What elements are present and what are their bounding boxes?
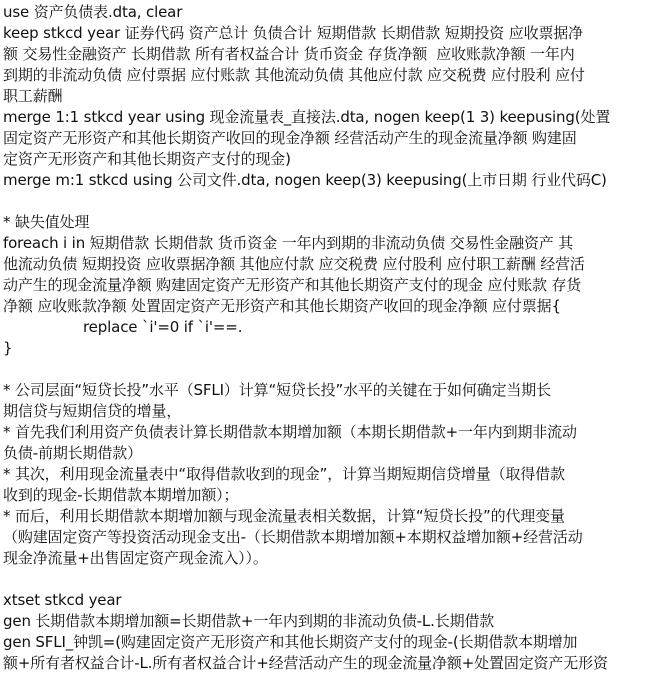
- code-editor[interactable]: [3, 0, 633, 672]
- code-line: merge m:1 stkcd using 公司文件.dta, nogen keep(3) keepusing(上市日期 行业代码C): [3, 171, 607, 189]
- code-line: [3, 359, 633, 380]
- code-line: keep stkcd year 证券代码 资产总计 负债合计 短期借款 长期借款 短期投资 应收票据净: [3, 24, 584, 42]
- code-line: 定资产无形资产和其他长期资产支付的现金): [3, 150, 291, 168]
- code-line: xtset stkcd year: [3, 591, 122, 609]
- code-line: * 公司层面“短贷长投”水平（SFLI）计算“短贷长投”水平的关键在于如何确定当期长: [3, 381, 551, 399]
- code-line: gen SFLI_钟凯=(购建固定资产无形资产和其他长期资产支付的现金-(长期借款本期增加: [3, 633, 578, 651]
- code-line: 额+所有者权益合计-L.所有者权益合计+经营活动产生的现金流量净额+处置固定资产无形资: [3, 654, 608, 672]
- code-line: [3, 569, 633, 590]
- code-line: }: [3, 339, 13, 357]
- code-line: 净额 应收账款净额 处置固定资产无形资产和其他长期资产收回的现金净额 应付票据{: [3, 297, 561, 315]
- code-line: 期信贷与短期信贷的增量，: [3, 402, 182, 420]
- scrollbar[interactable]: [638, 0, 652, 656]
- code-line: 动产生的现金流量净额 购建固定资产无形资产和其他长期资产支付的现金 应付账款 存货: [3, 276, 582, 294]
- code-line: [3, 191, 633, 212]
- code-line: 职工薪酬: [3, 87, 63, 105]
- code-line: （购建固定资产等投资活动现金支出-（长期借款本期增加额+本期权益增加额+经营活动: [3, 528, 583, 546]
- code-line: 他流动负债 短期投资 应收票据净额 其他应付款 应交税费 应付股利 应付职工薪酬 经营活: [3, 255, 585, 273]
- code-line: 现金净流量+出售固定资产现金流入））。: [3, 549, 268, 567]
- code-line: * 缺失值处理: [3, 213, 90, 231]
- code-line: use 资产负债表.dta, clear: [3, 3, 183, 21]
- code-line: 收到的现金-长期借款本期增加额）；: [3, 486, 239, 504]
- code-line: * 而后，利用长期借款本期增加额与现金流量表相关数据，计算“短贷长投”的代理变量: [3, 507, 565, 525]
- code-line: 额 交易性金融资产 长期借款 所有者权益合计 货币资金 存货净额 应收账款净额 一年内: [3, 45, 575, 63]
- code-line: replace `i'=0 if `i'==.: [83, 318, 243, 336]
- code-line: 固定资产无形资产和其他长期资产收回的现金净额 经营活动产生的现金流量净额 购建固: [3, 129, 577, 147]
- code-line: 负债-前期长期借款）: [3, 444, 142, 462]
- code-line: merge 1:1 stkcd year using 现金流量表_直接法.dta, nogen keep(1 3) keepusing(处置: [3, 108, 611, 126]
- code-line: foreach i in 短期借款 长期借款 货币资金 一年内到期的非流动负债 交易性金融资产 其: [3, 234, 574, 252]
- code-line: * 其次，利用现金流量表中“取得借款收到的现金”，计算当期短期信贷增量（取得借款: [3, 465, 565, 483]
- code-line: 到期的非流动负债 应付票据 应付账款 其他流动负债 其他应付款 应交税费 应付股利 应付: [3, 66, 585, 84]
- code-line: gen 长期借款本期增加额=长期借款+一年内到期的非流动负债-L.长期借款: [3, 612, 495, 630]
- code-line: * 首先我们利用资产负债表计算长期借款本期增加额（本期长期借款+一年内到期非流动: [3, 423, 577, 441]
